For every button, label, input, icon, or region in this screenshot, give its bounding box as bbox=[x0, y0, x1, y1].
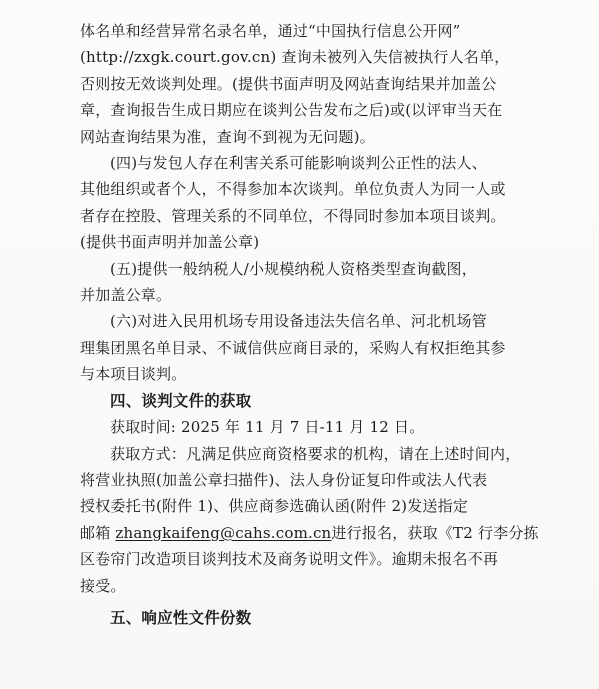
document-body bbox=[80, 18, 580, 631]
section-heading-five: 五、响应性文件份数 bbox=[110, 608, 252, 627]
text-line: (提供书面声明并加盖公章) bbox=[80, 233, 260, 252]
text-line: 与本项目谈判。 bbox=[80, 365, 187, 384]
text-line: 体名单和经营异常名录名单，通过“中国执行信息公开网” bbox=[80, 22, 461, 40]
paragraph-six-start: (六)对进入民用机场专用设备违法失信名单、河北机场管 bbox=[110, 312, 487, 331]
text-line: 并加盖公章。 bbox=[80, 286, 172, 305]
paragraph-five-start: (五)提供一般纳税人/小规模纳税人资格类型查询截图， bbox=[110, 259, 477, 278]
text-line: 其他组织或者个人，不得参加本次谈判。单位负责人为同一人或 bbox=[80, 180, 506, 199]
text-line: 否则按无效谈判处理。(提供书面声明及网站查询结果并加盖公 bbox=[80, 74, 497, 93]
text-line: 章，查询报告生成日期应在谈判公告发布之后)或(以评审当天在 bbox=[80, 101, 503, 120]
email-suffix: 进行报名，获取《T2 行李分拣 bbox=[331, 523, 539, 542]
acquisition-time-line: 获取时间: 2025 年 11 月 7 日-11 月 12 日。 bbox=[110, 418, 425, 437]
text-line: 者存在控股、管理关系的不同单位，不得同时参加本项目谈判。 bbox=[80, 206, 506, 225]
text-line: 授权委托书(附件 1)、供应商参选确认函(附件 2)发送指定 bbox=[80, 497, 469, 516]
paragraph-four-start: (四)与发包人存在利害关系可能影响谈判公正性的法人、 bbox=[110, 154, 487, 173]
email-link[interactable]: zhangkaifeng@cahs.com.cn bbox=[115, 523, 332, 542]
email-prefix: 邮箱 bbox=[80, 523, 116, 542]
text-line: 理集团黑名单目录、不诚信供应商目录的，采购人有权拒绝其参 bbox=[80, 338, 506, 357]
text-line: 将营业执照(加盖公章扫描件)、法人身份证复印件或法人代表 bbox=[80, 470, 488, 489]
email-line bbox=[80, 520, 580, 546]
text-line: 网站查询结果为准，查询不到视为无问题)。 bbox=[80, 127, 375, 146]
text-line: (http://zxgk.court.gov.cn) 查询未被列入失信被执行人名单， bbox=[80, 48, 510, 67]
text-line: 区卷帘门改造项目谈判技术及商务说明文件》。逾期未报名不再 bbox=[80, 550, 499, 569]
text-line: 接受。 bbox=[80, 576, 126, 595]
acquisition-method-line: 获取方式：凡满足供应商资格要求的机构，请在上述时间内， bbox=[110, 444, 521, 463]
section-heading-four: 四、谈判文件的获取 bbox=[110, 391, 252, 410]
